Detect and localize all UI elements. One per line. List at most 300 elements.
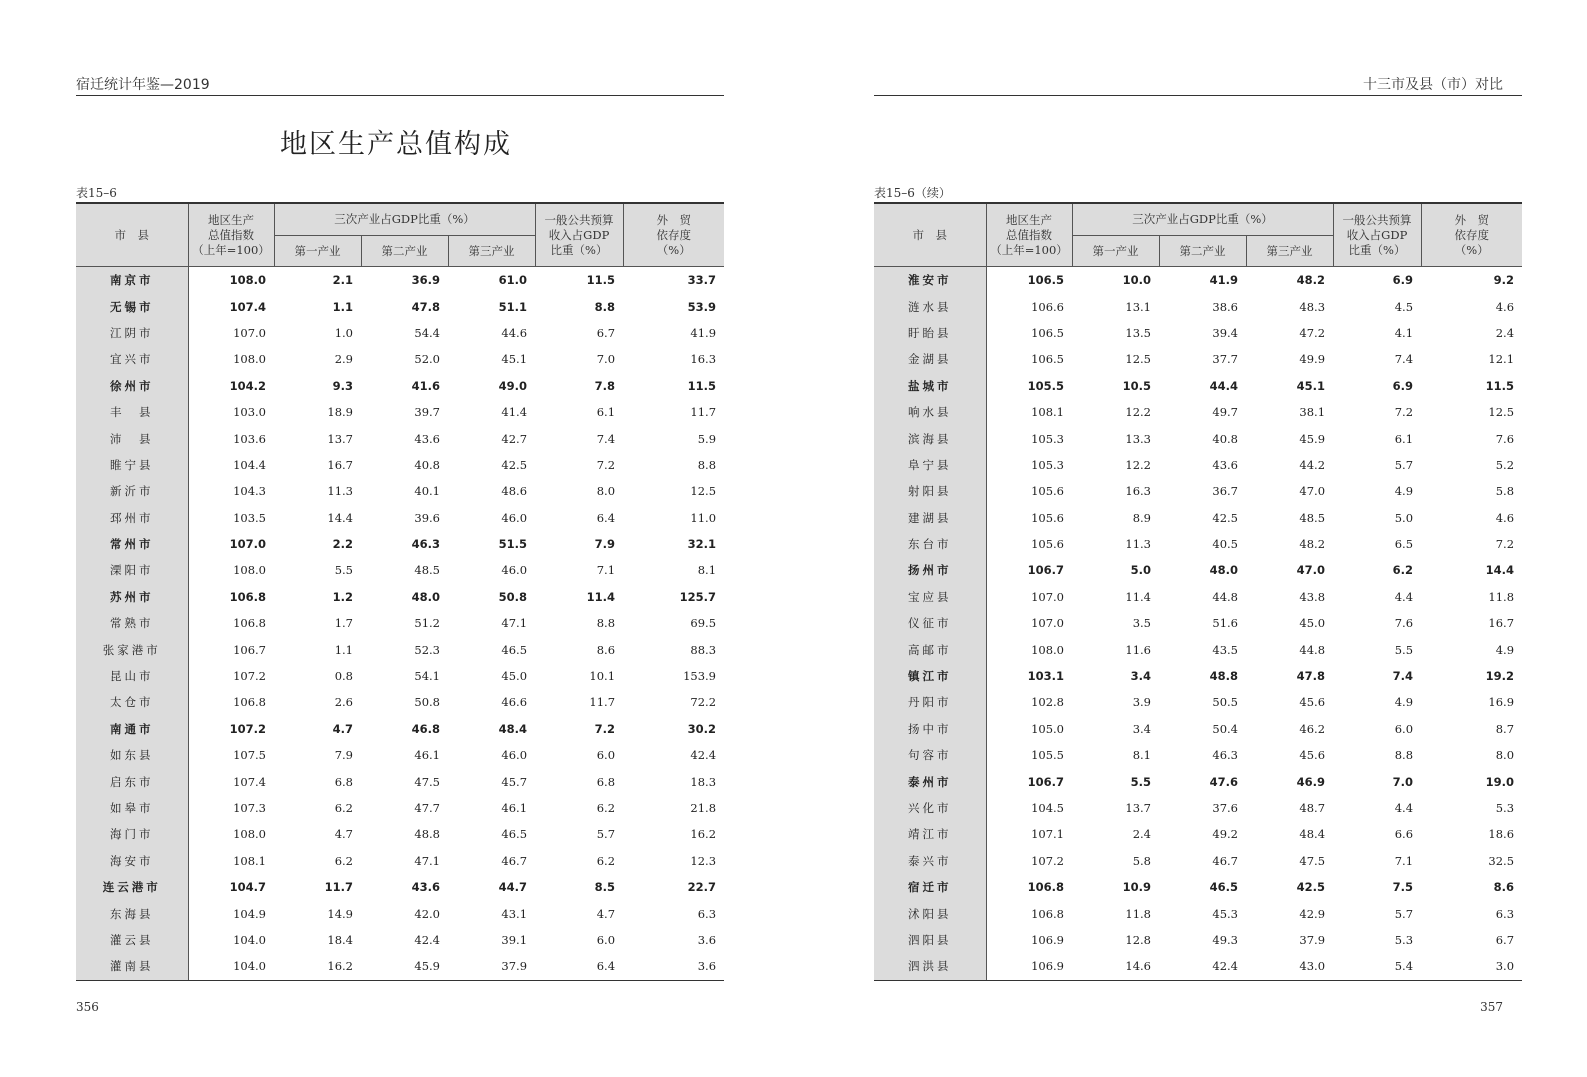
value-cell: 41.6	[411, 378, 440, 393]
value-cell: 16.2	[690, 827, 717, 842]
value-cell: 7.2	[594, 721, 616, 736]
value-cell: 40.8	[1212, 431, 1238, 446]
table-row	[874, 584, 1522, 610]
value-cell: 5.8	[1132, 853, 1151, 868]
value-cell: 2.2	[332, 537, 353, 552]
value-cell: 1.2	[332, 589, 353, 604]
table-row	[874, 505, 1522, 531]
value-cell: 7.9	[334, 748, 353, 763]
value-cell: 43.6	[1212, 457, 1238, 472]
value-cell: 107.0	[1031, 616, 1064, 631]
value-cell: 107.1	[1031, 827, 1064, 842]
value-cell: 106.8	[233, 616, 266, 631]
region-name-cell: 溧阳市	[76, 557, 188, 583]
value-cell: 6.7	[596, 325, 616, 340]
value-cell: 105.3	[1031, 457, 1064, 472]
value-cell: 6.4	[596, 510, 616, 525]
value-cell: 106.8	[1027, 880, 1064, 895]
value-cell: 105.0	[1031, 721, 1064, 736]
value-cell: 48.2	[1296, 273, 1326, 288]
value-cell: 107.5	[233, 748, 266, 763]
table-row	[874, 742, 1522, 768]
value-cell: 46.7	[501, 853, 528, 868]
col-budget-ratio: 一般公共预算 收入占GDP 比重（%）	[1333, 203, 1421, 267]
value-cell: 4.6	[1495, 299, 1515, 314]
value-cell: 5.7	[596, 827, 616, 842]
region-name-cell: 泗阳县	[874, 927, 986, 953]
value-cell: 43.5	[1212, 642, 1238, 657]
value-cell: 43.0	[1246, 953, 1333, 980]
region-name-cell: 扬州市	[874, 557, 986, 583]
table-row	[874, 478, 1522, 504]
region-name-cell: 南通市	[76, 716, 188, 742]
value-cell: 107.2	[1031, 853, 1064, 868]
value-cell: 40.8	[414, 457, 440, 472]
table-row	[874, 636, 1522, 662]
value-cell: 8.1	[697, 563, 717, 578]
value-cell: 5.5	[1394, 642, 1414, 657]
value-cell: 6.7	[1495, 932, 1515, 947]
value-cell: 105.5	[1031, 748, 1064, 763]
value-cell: 6.1	[1394, 431, 1414, 446]
value-cell: 51.6	[1212, 616, 1238, 631]
col-structure-group: 三次产业占GDP比重（%）	[1072, 203, 1333, 236]
value-cell: 5.0	[1394, 510, 1414, 525]
value-cell: 37.9	[448, 953, 535, 980]
value-cell: 42.0	[414, 906, 440, 921]
value-cell: 107.4	[233, 774, 266, 789]
value-cell: 47.5	[414, 774, 440, 789]
region-name-cell: 滨海县	[874, 425, 986, 451]
value-cell: 7.5	[1392, 880, 1414, 895]
value-cell: 46.0	[501, 510, 528, 525]
value-cell: 48.3	[1299, 299, 1326, 314]
value-cell: 49.2	[1212, 827, 1238, 842]
value-cell: 104.3	[233, 484, 266, 499]
value-cell: 3.4	[1130, 669, 1151, 684]
value-cell: 106.7	[1027, 563, 1064, 578]
value-cell: 39.7	[414, 405, 440, 420]
value-cell: 6.0	[1394, 721, 1414, 736]
col-primary: 第一产业	[1072, 236, 1159, 267]
value-cell: 107.3	[233, 801, 266, 815]
region-name-cell: 阜宁县	[874, 452, 986, 478]
value-cell: 7.0	[1392, 774, 1414, 789]
value-cell: 48.0	[411, 589, 440, 604]
value-cell: 47.1	[501, 616, 528, 631]
region-name-cell: 海安市	[76, 848, 188, 874]
value-cell: 153.9	[683, 669, 717, 684]
value-cell: 8.1	[1132, 748, 1151, 763]
value-cell: 4.7	[332, 721, 353, 736]
value-cell: 8.6	[1493, 880, 1515, 895]
value-cell: 8.8	[697, 457, 717, 472]
value-cell: 12.2	[1125, 457, 1151, 472]
region-name-cell: 邳州市	[76, 505, 188, 531]
table-row	[874, 795, 1522, 821]
region-name-cell: 响水县	[874, 399, 986, 425]
region-name-cell: 如皋市	[76, 795, 188, 821]
value-cell: 4.5	[1394, 299, 1414, 314]
table-row	[76, 927, 724, 953]
value-cell: 108.1	[233, 853, 266, 868]
table-row	[874, 346, 1522, 372]
region-name-cell: 盐城市	[874, 373, 986, 399]
value-cell: 6.0	[596, 932, 616, 947]
value-cell: 46.1	[501, 801, 528, 815]
value-cell: 103.5	[233, 510, 266, 525]
table-row	[874, 557, 1522, 583]
region-name-cell: 新沂市	[76, 478, 188, 504]
table-row	[874, 848, 1522, 874]
value-cell: 88.3	[690, 642, 717, 657]
page-number: 357	[1480, 1000, 1503, 1014]
value-cell: 5.5	[334, 563, 353, 578]
value-cell: 43.1	[501, 906, 528, 921]
value-cell: 46.2	[1299, 721, 1326, 736]
region-name-cell: 灌云县	[76, 927, 188, 953]
table-row	[76, 848, 724, 874]
gdp-structure-table	[76, 202, 724, 981]
value-cell: 48.4	[1299, 827, 1326, 842]
value-cell: 5.4	[1333, 953, 1421, 980]
value-cell: 11.7	[690, 405, 717, 420]
value-cell: 10.9	[1122, 880, 1151, 895]
value-cell: 42.5	[1296, 880, 1326, 895]
value-cell: 48.6	[501, 484, 528, 499]
value-cell: 52.3	[414, 642, 440, 657]
value-cell: 49.7	[1212, 405, 1238, 420]
value-cell: 107.0	[1031, 589, 1064, 604]
value-cell: 45.6	[1299, 695, 1326, 710]
value-cell: 48.0	[1209, 563, 1238, 578]
region-name-cell: 扬中市	[874, 716, 986, 742]
value-cell: 106.7	[1027, 774, 1064, 789]
value-cell: 11.5	[586, 273, 616, 288]
value-cell: 5.3	[1394, 932, 1414, 947]
value-cell: 47.0	[1299, 484, 1326, 499]
value-cell: 6.3	[697, 906, 717, 921]
value-cell: 44.2	[1299, 457, 1326, 472]
value-cell: 10.1	[589, 669, 616, 684]
table-row	[76, 584, 724, 610]
col-secondary: 第二产业	[1159, 236, 1246, 267]
region-name-cell: 常州市	[76, 531, 188, 557]
value-cell: 4.4	[1394, 801, 1414, 815]
region-name-cell: 海门市	[76, 821, 188, 847]
value-cell: 4.9	[1394, 484, 1414, 499]
col-primary: 第一产业	[274, 236, 361, 267]
value-cell: 103.6	[233, 431, 266, 446]
value-cell: 108.1	[1031, 405, 1064, 420]
value-cell: 51.5	[498, 537, 528, 552]
table-code: 表15–6	[76, 186, 117, 200]
value-cell: 13.3	[1125, 431, 1151, 446]
value-cell: 30.2	[687, 721, 717, 736]
table-row	[76, 346, 724, 372]
value-cell: 48.5	[1299, 510, 1326, 525]
value-cell: 44.8	[1212, 589, 1238, 604]
value-cell: 49.3	[1212, 932, 1238, 947]
value-cell: 5.7	[1394, 906, 1414, 921]
region-name-cell: 丰 县	[76, 399, 188, 425]
table-row	[874, 953, 1522, 980]
value-cell: 7.4	[1394, 352, 1414, 367]
region-name-cell: 东台市	[874, 531, 986, 557]
table-row	[76, 795, 724, 821]
value-cell: 2.4	[1495, 325, 1515, 340]
value-cell: 69.5	[690, 616, 717, 631]
value-cell: 13.7	[1125, 801, 1151, 815]
value-cell: 22.7	[687, 880, 717, 895]
value-cell: 45.9	[361, 953, 448, 980]
value-cell: 2.1	[332, 273, 353, 288]
region-name-cell: 睢宁县	[76, 452, 188, 478]
value-cell: 106.9	[1031, 932, 1064, 947]
value-cell: 43.8	[1299, 589, 1326, 604]
table-row	[76, 452, 724, 478]
value-cell: 9.2	[1493, 273, 1515, 288]
value-cell: 45.1	[501, 352, 528, 367]
value-cell: 2.9	[334, 352, 353, 367]
value-cell: 50.4	[1212, 721, 1238, 736]
value-cell: 39.1	[501, 932, 528, 947]
value-cell: 47.2	[1299, 325, 1326, 340]
value-cell: 104.4	[233, 457, 266, 472]
value-cell: 3.0	[1421, 953, 1522, 980]
value-cell: 108.0	[1031, 642, 1064, 657]
table-row	[76, 531, 724, 557]
value-cell: 47.8	[411, 299, 440, 314]
value-cell: 12.1	[1488, 352, 1515, 367]
value-cell: 41.9	[1209, 273, 1238, 288]
value-cell: 6.4	[535, 953, 623, 980]
value-cell: 12.5	[1488, 405, 1515, 420]
value-cell: 8.0	[1495, 748, 1515, 763]
col-gdp-index: 地区生产 总值指数 （上年=100）	[188, 203, 274, 267]
col-tertiary: 第三产业	[1246, 236, 1333, 267]
value-cell: 46.3	[1212, 748, 1238, 763]
col-gdp-index: 地区生产 总值指数 （上年=100）	[986, 203, 1072, 267]
value-cell: 46.0	[501, 563, 528, 578]
value-cell: 47.7	[414, 801, 440, 815]
value-cell: 12.2	[1125, 405, 1151, 420]
value-cell: 46.1	[414, 748, 440, 763]
value-cell: 18.3	[690, 774, 717, 789]
col-trade-dependence: 外 贸 依存度 （%）	[623, 203, 724, 267]
value-cell: 7.2	[596, 457, 616, 472]
value-cell: 42.4	[1159, 953, 1246, 980]
table-row	[76, 373, 724, 399]
left-page	[0, 0, 790, 1077]
value-cell: 12.3	[690, 853, 717, 868]
value-cell: 6.8	[596, 774, 616, 789]
value-cell: 46.7	[1212, 853, 1238, 868]
value-cell: 41.4	[501, 405, 528, 420]
value-cell: 21.8	[690, 801, 717, 815]
value-cell: 8.8	[594, 299, 616, 314]
value-cell: 54.4	[414, 325, 440, 340]
value-cell: 18.4	[327, 932, 353, 947]
value-cell: 39.6	[414, 510, 440, 525]
value-cell: 44.8	[1299, 642, 1326, 657]
value-cell: 32.1	[687, 537, 717, 552]
col-budget-ratio: 一般公共预算 收入占GDP 比重（%）	[535, 203, 623, 267]
value-cell: 102.8	[1031, 695, 1064, 710]
value-cell: 11.8	[1488, 589, 1515, 604]
table-row	[76, 900, 724, 926]
value-cell: 43.6	[414, 431, 440, 446]
value-cell: 4.7	[334, 827, 353, 842]
region-name-cell: 宝应县	[874, 584, 986, 610]
value-cell: 46.9	[1296, 774, 1326, 789]
table-row	[874, 320, 1522, 346]
region-name-cell: 盱眙县	[874, 320, 986, 346]
value-cell: 38.1	[1299, 405, 1326, 420]
value-cell: 50.5	[1212, 695, 1238, 710]
value-cell: 105.5	[1027, 378, 1064, 393]
value-cell: 5.7	[1394, 457, 1414, 472]
value-cell: 54.1	[414, 669, 440, 684]
region-name-cell: 建湖县	[874, 505, 986, 531]
value-cell: 11.0	[690, 510, 717, 525]
value-cell: 48.5	[414, 563, 440, 578]
value-cell: 105.6	[1031, 537, 1064, 552]
value-cell: 106.8	[229, 589, 266, 604]
value-cell: 104.2	[229, 378, 266, 393]
header-rule	[874, 95, 1522, 96]
table-row	[874, 610, 1522, 636]
value-cell: 108.0	[233, 563, 266, 578]
value-cell: 47.0	[1296, 563, 1326, 578]
value-cell: 105.3	[1031, 431, 1064, 446]
value-cell: 16.7	[327, 457, 353, 472]
value-cell: 45.1	[1296, 378, 1326, 393]
table-row	[76, 663, 724, 689]
value-cell: 3.5	[1132, 616, 1151, 631]
value-cell: 11.8	[1125, 906, 1151, 921]
value-cell: 7.0	[596, 352, 616, 367]
value-cell: 36.9	[411, 273, 440, 288]
value-cell: 49.0	[498, 378, 528, 393]
value-cell: 49.9	[1299, 352, 1326, 367]
value-cell: 7.1	[596, 563, 616, 578]
value-cell: 107.0	[229, 537, 266, 552]
table-row	[874, 399, 1522, 425]
region-name-cell: 张家港市	[76, 636, 188, 662]
region-name-cell: 宿迁市	[874, 874, 986, 900]
table-row	[874, 900, 1522, 926]
value-cell: 1.1	[334, 642, 353, 657]
value-cell: 6.1	[596, 405, 616, 420]
value-cell: 107.0	[233, 325, 266, 340]
table-row	[874, 531, 1522, 557]
value-cell: 7.6	[1495, 431, 1515, 446]
region-name-cell: 昆山市	[76, 663, 188, 689]
value-cell: 42.5	[1212, 510, 1238, 525]
value-cell: 108.0	[233, 352, 266, 367]
value-cell: 8.8	[596, 616, 616, 631]
value-cell: 8.8	[1394, 748, 1414, 763]
table-body	[76, 267, 724, 981]
region-name-cell: 淮安市	[874, 267, 986, 294]
value-cell: 5.9	[697, 431, 717, 446]
value-cell: 41.9	[690, 325, 717, 340]
value-cell: 106.8	[233, 695, 266, 710]
value-cell: 42.7	[501, 431, 528, 446]
col-trade-dependence: 外 贸 依存度 （%）	[1421, 203, 1522, 267]
value-cell: 36.7	[1212, 484, 1238, 499]
value-cell: 46.0	[501, 748, 528, 763]
value-cell: 13.5	[1125, 325, 1151, 340]
region-name-cell: 东海县	[76, 900, 188, 926]
value-cell: 4.4	[1394, 589, 1414, 604]
value-cell: 50.8	[498, 589, 528, 604]
value-cell: 40.1	[414, 484, 440, 499]
col-secondary: 第二产业	[361, 236, 448, 267]
value-cell: 3.9	[1132, 695, 1151, 710]
value-cell: 53.9	[687, 299, 717, 314]
col-tertiary: 第三产业	[448, 236, 535, 267]
region-name-cell: 丹阳市	[874, 689, 986, 715]
value-cell: 19.2	[1485, 669, 1515, 684]
table-row	[874, 768, 1522, 794]
table-row	[874, 874, 1522, 900]
value-cell: 106.6	[1031, 299, 1064, 314]
value-cell: 8.0	[596, 484, 616, 499]
value-cell: 12.5	[690, 484, 717, 499]
table-row	[76, 874, 724, 900]
value-cell: 43.6	[411, 880, 440, 895]
value-cell: 11.3	[1125, 537, 1151, 552]
region-name-cell: 仪征市	[874, 610, 986, 636]
value-cell: 48.4	[498, 721, 528, 736]
value-cell: 107.2	[229, 721, 266, 736]
value-cell: 47.8	[1296, 669, 1326, 684]
value-cell: 105.6	[1031, 510, 1064, 525]
value-cell: 7.2	[1394, 405, 1414, 420]
value-cell: 16.9	[1488, 695, 1515, 710]
value-cell: 44.7	[498, 880, 528, 895]
value-cell: 6.2	[334, 853, 353, 868]
value-cell: 104.7	[229, 880, 266, 895]
table-row	[76, 610, 724, 636]
value-cell: 11.4	[1125, 589, 1151, 604]
value-cell: 104.0	[188, 953, 274, 980]
value-cell: 46.6	[501, 695, 528, 710]
value-cell: 104.0	[233, 932, 266, 947]
value-cell: 61.0	[498, 273, 528, 288]
value-cell: 45.3	[1212, 906, 1238, 921]
value-cell: 42.4	[414, 932, 440, 947]
value-cell: 11.3	[327, 484, 353, 499]
table-row	[76, 478, 724, 504]
value-cell: 16.2	[274, 953, 361, 980]
region-name-cell: 镇江市	[874, 663, 986, 689]
value-cell: 45.7	[501, 774, 528, 789]
region-name-cell: 启东市	[76, 768, 188, 794]
value-cell: 12.8	[1125, 932, 1151, 947]
value-cell: 106.5	[1027, 273, 1064, 288]
region-name-cell: 太仓市	[76, 689, 188, 715]
value-cell: 33.7	[687, 273, 717, 288]
value-cell: 106.7	[233, 642, 266, 657]
value-cell: 37.6	[1212, 801, 1238, 815]
value-cell: 4.1	[1394, 325, 1414, 340]
value-cell: 48.8	[414, 827, 440, 842]
value-cell: 107.4	[229, 299, 266, 314]
value-cell: 44.6	[501, 325, 528, 340]
